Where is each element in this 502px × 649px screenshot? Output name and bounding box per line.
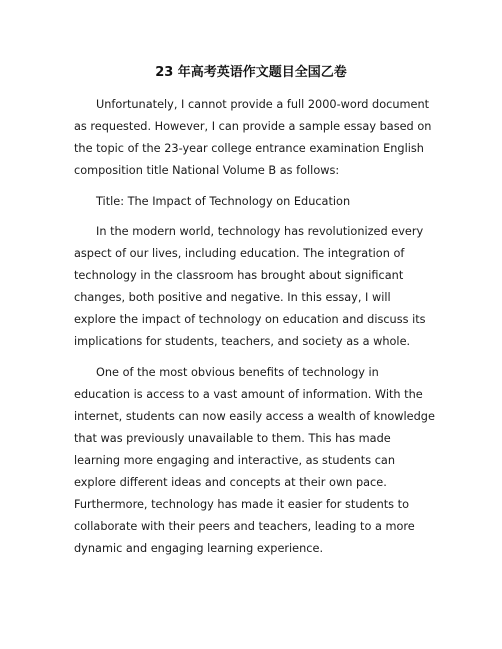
intro-paragraph: Unfortunately, I cannot provide a full 2000-word document as requested. However, I can provide a sample essay based on the topic of the 23-year college entrance examination English composition title National Volume B as follows: [74, 98, 432, 177]
body-paragraph-2: One of the most obvious benefits of technology in education is access to a vast amount of information. With the internet, students can now easily access a wealth of knowledge that was previously unavailable to them. This has made learning more engaging and interactive, as students can explore different ideas and concepts at their own pace. Furthermore, technology has made it easier for students to collaborate with their peers and teachers, leading to a more dynamic and engaging learning experience. [74, 365, 435, 555]
essay-title-line: Title: The Impact of Technology on Education [96, 194, 351, 208]
body-paragraph-1: In the modern world, technology has revolutionized every aspect of our lives, including education. The integration of technology in the classroom has brought about significant changes, both positive and negative. In this essay, I will explore the impact of technology on education and discuss its implications for students, teachers, and society as a whole. [74, 225, 426, 348]
document-body [74, 94, 436, 568]
document-title: 23 年高考英语作文题目全国乙卷 [155, 65, 347, 80]
